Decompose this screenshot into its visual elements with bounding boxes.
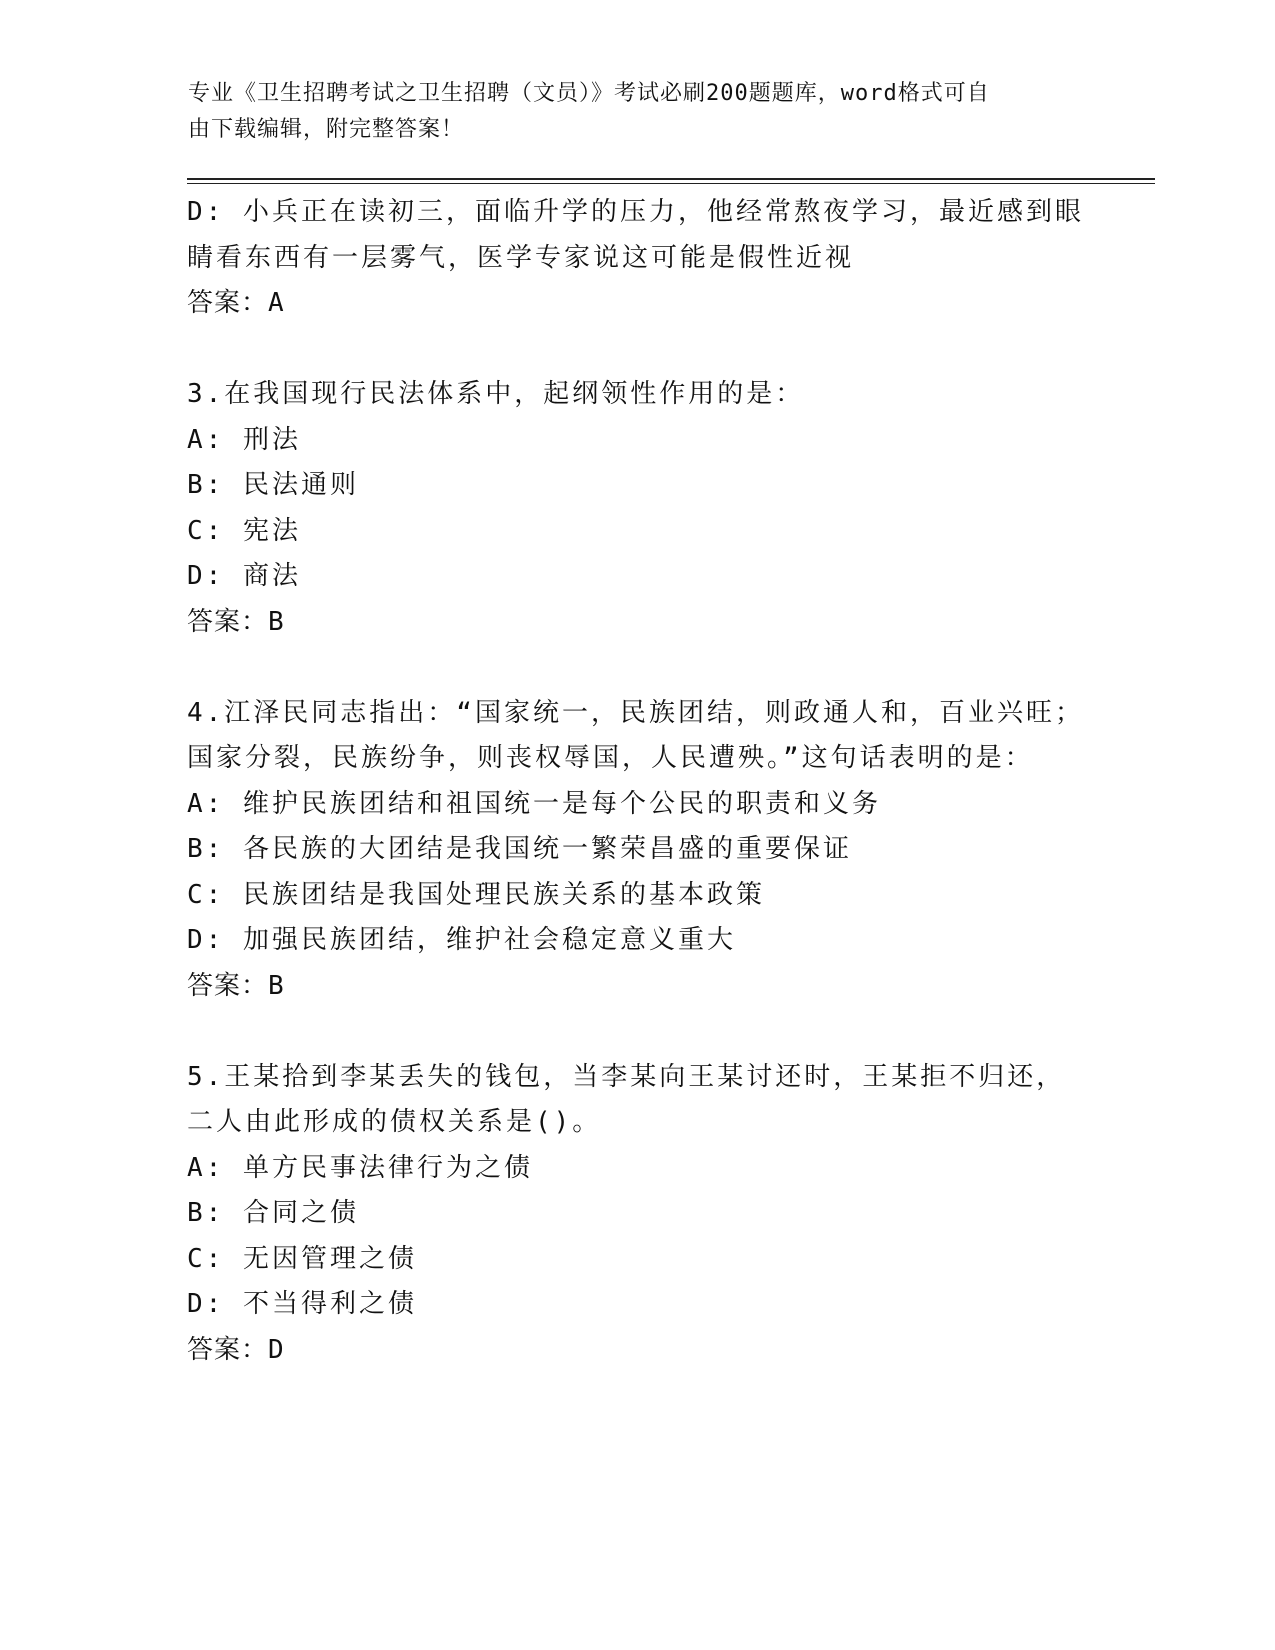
question-stem-continued: 国家分裂，民族纷争，则丧权辱国，人民遭殃。”这句话表明的是： bbox=[187, 743, 1034, 773]
option-b: B: 合同之债 bbox=[187, 1198, 359, 1228]
option-a: A: 刑法 bbox=[187, 424, 301, 455]
option-a: A: 维护民族团结和祖国统一是每个公民的职责和义务 bbox=[187, 788, 881, 819]
spacer bbox=[187, 1009, 1087, 1055]
question-stem: 5.王某拾到李某丢失的钱包，当李某向王某讨还时，王某拒不归还， bbox=[187, 1061, 1066, 1092]
question-stem-continued: 二人由此形成的债权关系是()。 bbox=[187, 1107, 602, 1137]
question-stem: 3.在我国现行民法体系中，起纲领性作用的是： bbox=[187, 379, 805, 409]
option-d: D: 商法 bbox=[187, 561, 301, 591]
answer-line: 答案：B bbox=[187, 606, 285, 637]
header-line-2: 由下载编辑，附完整答案！ bbox=[188, 117, 465, 142]
option-a: A: 单方民事法律行为之债 bbox=[187, 1152, 533, 1183]
question-2-continued bbox=[187, 190, 1087, 327]
spacer bbox=[187, 327, 1087, 373]
option-c: C: 无因管理之债 bbox=[187, 1243, 417, 1274]
option-c: C: 民族团结是我国处理民族关系的基本政策 bbox=[187, 879, 765, 910]
header-divider-thick bbox=[187, 178, 1155, 180]
header-divider-thin bbox=[187, 183, 1155, 184]
option-b: B: 各民族的大团结是我国统一繁荣昌盛的重要保证 bbox=[187, 834, 852, 864]
answer-line: 答案：A bbox=[187, 288, 285, 318]
option-d: D: 小兵正在读初三，面临升学的压力，他经常熬夜学习，最近感到眼 bbox=[187, 197, 1084, 227]
answer-line: 答案：B bbox=[187, 970, 285, 1001]
question-list bbox=[187, 190, 1087, 1373]
question-3 bbox=[187, 372, 1087, 645]
spacer bbox=[187, 645, 1087, 691]
header-line-1: 专业《卫生招聘考试之卫生招聘（文员）》考试必刷200题题库，word格式可自 bbox=[188, 81, 990, 106]
question-4 bbox=[187, 691, 1087, 1010]
option-d: D: 加强民族团结，维护社会稳定意义重大 bbox=[187, 925, 736, 955]
option-b: B: 民法通则 bbox=[187, 470, 359, 500]
option-c: C: 宪法 bbox=[187, 515, 301, 546]
question-5 bbox=[187, 1055, 1087, 1374]
question-stem: 4.江泽民同志指出：“国家统一，民族团结，则政通人和，百业兴旺； bbox=[187, 697, 1084, 728]
option-d: D: 不当得利之债 bbox=[187, 1289, 417, 1319]
document-header bbox=[188, 76, 1068, 148]
answer-line: 答案：D bbox=[187, 1334, 285, 1365]
option-d-continued: 睛看东西有一层雾气，医学专家说这可能是假性近视 bbox=[187, 242, 855, 273]
